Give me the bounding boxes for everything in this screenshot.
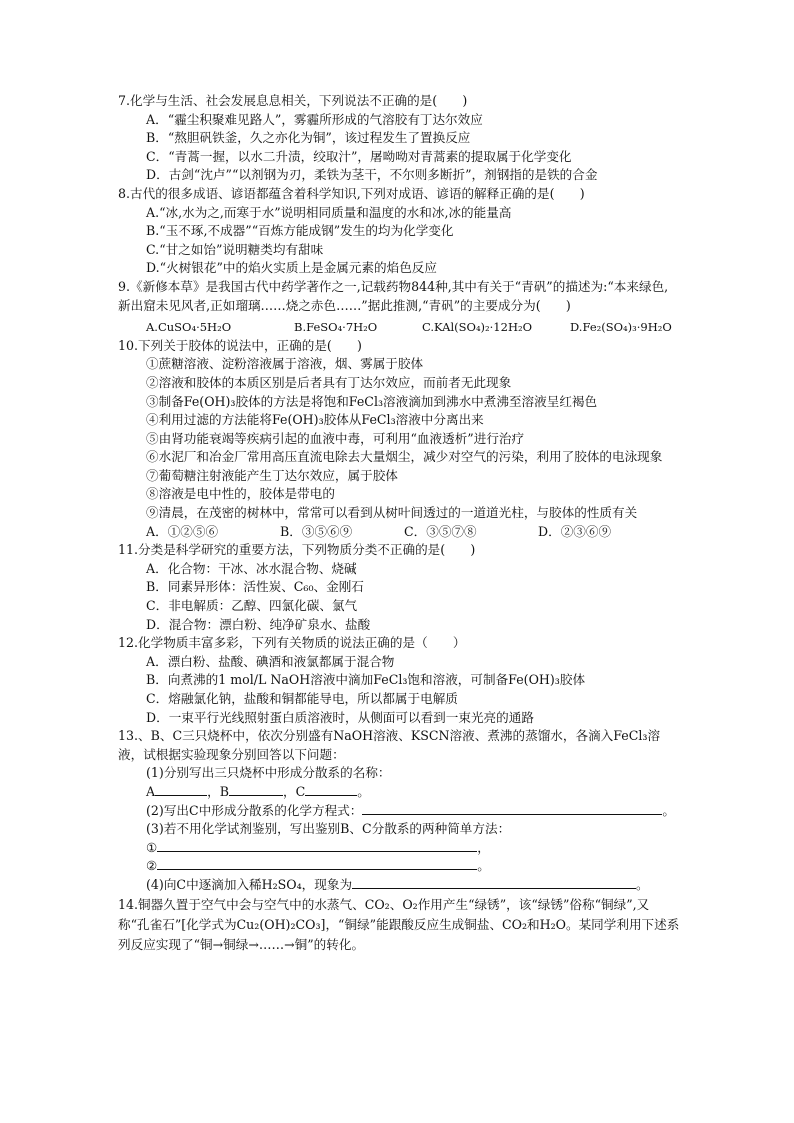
question-9-option-a: A.CuSO₄·5H₂O: [146, 320, 232, 335]
question-10-item-3: ③制备Fe(OH)₃胶体的方法是将饱和FeCl₃溶液滴加到沸水中煮沸至溶液呈红褐色: [146, 393, 598, 409]
question-10-item-6: ⑥水泥厂和冶金厂常用高压直流电除去大量烟尘，减少对空气的污染，利用了胶体的电泳现象: [146, 449, 663, 465]
question-8-option-b: B.“玉不琢,不成器”“百炼方能成钢”发生的均为化学变化: [146, 223, 454, 239]
question-13-part-3-method-2: [118, 857, 680, 876]
answer-label-a: A: [146, 783, 156, 799]
question-11-option-a: A．化合物：干冰、冰水混合物、烧碱: [146, 560, 357, 576]
question-7-option-b: B．“熬胆矾铁釜，久之亦化为铜”，该过程发生了置换反应: [146, 130, 471, 146]
question-10-item-2: ②溶液和胶体的本质区别是后者具有丁达尔效应，而前者无此现象: [146, 374, 512, 390]
question-13-part-4: [118, 876, 680, 895]
answer-blank-equation[interactable]: [362, 802, 662, 815]
question-9-stem: 9.《新修本草》是我国古代中药学著作之一,记载药物844种,其中有关于“青矾”的描述为:“本来绿色,新出窟未见风者,正如瑠璃……烧之赤色……”据此推测,“青矾”的主要成分为( ): [118, 278, 669, 313]
answer-blank-method-1[interactable]: [157, 839, 477, 852]
question-13-part-1: (1)分别写出三只烧杯中形成分散系的名称：: [146, 765, 391, 781]
question-13-part-2: [118, 802, 680, 821]
question-10-item-9: ⑨清晨，在茂密的树林中，常常可以看到从树叶间透过的一道道光柱，与胶体的性质有关: [146, 505, 638, 521]
question-11-option-b: B．同素异形体：活性炭、C₆₀、金刚石: [146, 579, 364, 595]
question-8-option-a: A.“冰,水为之,而寒于水”说明相同质量和温度的水和冰,冰的能量高: [146, 204, 512, 220]
answer-label-b: ，B: [207, 783, 229, 799]
question-8-stem: 8.古代的很多成语、谚语都蕴含着科学知识,下列对成语、谚语的解释正确的是( ): [118, 185, 585, 201]
question-10-options: [118, 523, 680, 542]
question-11-stem: 11.分类是科学研究的重要方法，下列物质分类不正确的是( ): [118, 542, 476, 558]
method-1-label: ①: [146, 839, 158, 855]
method-2-end: 。: [477, 858, 490, 874]
question-11-option-d: D．混合物：漂白粉、纯净矿泉水、盐酸: [146, 616, 371, 632]
question-10-option-c: C．③⑤⑦⑧: [404, 523, 477, 539]
question-10-item-7: ⑦葡萄糖注射液能产生丁达尔效应，属于胶体: [146, 467, 398, 483]
question-9-option-d: D.Fe₂(SO₄)₃·9H₂O: [570, 320, 672, 335]
question-9-option-b: B.FeSO₄·7H₂O: [294, 320, 378, 335]
question-13-part-1-answers: [118, 783, 680, 802]
question-8-option-c: C.“甘之如饴”说明糖类均有甜味: [146, 241, 324, 257]
answer-end-2: 。: [662, 802, 675, 818]
question-13-part-3-method-1: [118, 839, 680, 858]
answer-label-c: ，C: [282, 783, 306, 799]
question-13-part-4-label: (4)向C中逐滴加入稀H₂SO₄，现象为: [146, 876, 353, 892]
answer-blank-b[interactable]: [229, 783, 283, 796]
question-9-option-c: C.KAl(SO₄)₂·12H₂O: [422, 320, 533, 335]
question-7-option-c: C．“青蒿一握，以水二升渍，绞取汁”，屠呦呦对青蒿素的提取属于化学变化: [146, 148, 572, 164]
question-10-option-b: B．③⑤⑥⑨: [280, 523, 353, 539]
question-10-option-a: A．①②⑤⑥: [146, 523, 219, 539]
answer-blank-method-2[interactable]: [157, 857, 477, 870]
answer-blank-phenomenon[interactable]: [352, 876, 636, 889]
question-10-item-8: ⑧溶液是电中性的，胶体是带电的: [146, 486, 335, 502]
question-list: [118, 92, 680, 955]
question-10-stem: 10.下列关于胶体的说法中，正确的是( ): [118, 337, 362, 353]
question-7-option-a: A．“霾尘积聚难见路人”，雾霾所形成的气溶胶有丁达尔效应: [146, 111, 483, 127]
question-10-item-4: ④利用过滤的方法能将Fe(OH)₃胶体从FeCl₃溶液中分离出来: [146, 412, 484, 428]
question-7-stem: 7.化学与生活、社会发展息息相关，下列说法不正确的是( ): [118, 93, 468, 108]
question-13-part-2-label: (2)写出C中形成分散系的化学方程式：: [146, 802, 363, 818]
method-2-label: ②: [146, 858, 158, 874]
question-12-option-a: A．漂白粉、盐酸、碘酒和液氯都属于混合物: [146, 653, 395, 669]
question-9-options: [118, 318, 680, 337]
question-13-part-3: (3)若不用化学试剂鉴别，写出鉴别B、C分散系的两种简单方法：: [146, 821, 511, 837]
method-1-end: ，: [477, 839, 490, 855]
question-14-stem: 14.铜器久置于空气中会与空气中的水蒸气、CO₂、O₂作用产生“绿锈”，该“绿锈”俗称“铜绿”,又称“孔雀石”[化学式为Cu₂(OH)₂CO₃]，“铜绿”能跟酸反应生成铜盐、CO₂和H₂O。某同学利用下述系列反应实现了“铜→铜绿→……→铜”的转化。: [118, 896, 680, 952]
question-8-option-d: D.“火树银花”中的焰火实质上是金属元素的焰色反应: [146, 260, 437, 276]
question-10-item-5: ⑤由肾功能衰竭等疾病引起的血液中毒，可利用“血液透析”进行治疗: [146, 430, 525, 446]
answer-end-4: 。: [636, 876, 649, 892]
answer-end-1: 。: [357, 783, 370, 799]
question-12-option-d: D．一束平行光线照射蛋白质溶液时，从侧面可以看到一束光亮的通路: [146, 709, 534, 725]
question-10-item-1: ①蔗糖溶液、淀粉溶液属于溶液，烟、雾属于胶体: [146, 356, 424, 372]
question-7-option-d: D．古剑“沈卢”“以剂钢为刃，柔铁为茎干，不尔则多断折”，剂钢指的是铁的合金: [146, 167, 598, 183]
question-12-option-b: B．向煮沸的1 mol/L NaOH溶液中滴加FeCl₃饱和溶液，可制备Fe(OH)₃胶体: [146, 672, 586, 688]
question-12-stem: 12.化学物质丰富多彩，下列有关物质的说法正确的是（ ）: [118, 635, 466, 651]
question-12-option-c: C．熔融氯化钠，盐酸和铜都能导电，所以都属于电解质: [146, 691, 458, 706]
answer-blank-c[interactable]: [305, 783, 357, 796]
question-11-option-c: C．非电解质：乙醇、四氯化碳、氯气: [146, 598, 358, 614]
question-13-stem: 13.、B、C三只烧杯中，依次分别盛有NaOH溶液、KSCN溶液、煮沸的蒸馏水，各滴入FeCl₃溶液，试根据实验现象分别回答以下问题：: [118, 728, 661, 762]
question-10-option-d: D．②③⑥⑨: [538, 523, 612, 539]
answer-blank-a[interactable]: [155, 783, 207, 796]
